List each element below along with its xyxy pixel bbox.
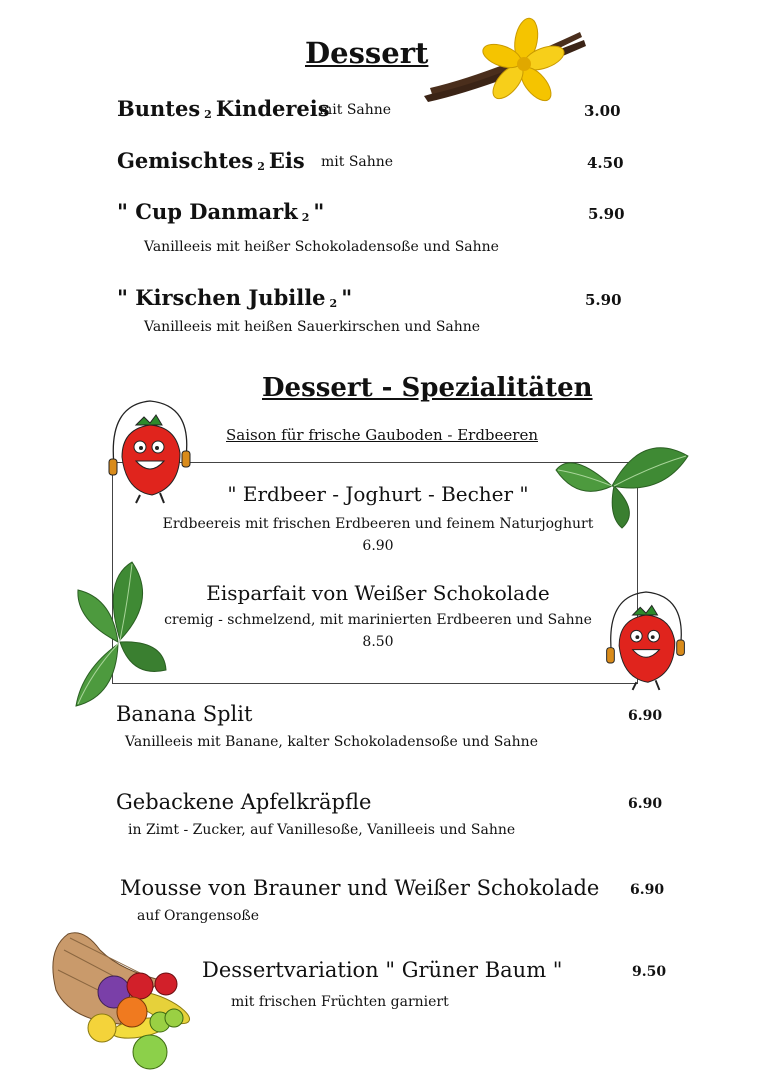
specialities-title: Dessert - Spezialitäten bbox=[262, 373, 593, 403]
item-name: Buntes 2 Kindereis bbox=[117, 96, 330, 121]
item-name: Gemischtes 2 Eis bbox=[117, 148, 305, 173]
basil-leaves-icon bbox=[72, 560, 168, 710]
item-price: 6.90 bbox=[630, 882, 665, 898]
item-name: Dessertvariation " Grüner Baum " bbox=[202, 958, 563, 982]
page-title: Dessert bbox=[305, 36, 429, 70]
menu-item-gemischtes-eis bbox=[117, 148, 637, 178]
item-description: Vanilleeis mit Banane, kalter Schokoladensoße und Sahne bbox=[125, 734, 538, 750]
item-name: " Erdbeer - Joghurt - Becher " bbox=[227, 482, 529, 506]
menu-item-banana-split bbox=[116, 702, 676, 762]
item-extra: mit Sahne bbox=[321, 154, 394, 170]
item-description: mit frischen Früchten garniert bbox=[231, 994, 449, 1010]
item-name: Eisparfait von Weißer Schokolade bbox=[206, 581, 550, 605]
item-name: " Cup Danmark 2 " bbox=[117, 199, 325, 224]
fruit-cornucopia-icon bbox=[40, 920, 205, 1070]
item-price: 6.90 bbox=[628, 708, 663, 724]
item-extra: mit Sahne bbox=[319, 102, 392, 118]
item-description: cremig - schmelzend, mit marinierten Erdbeeren und Sahne bbox=[164, 612, 592, 628]
item-description: in Zimt - Zucker, auf Vanillesoße, Vanilleeis und Sahne bbox=[128, 822, 516, 838]
item-name: " Kirschen Jubille 2 " bbox=[117, 285, 353, 310]
item-price: 6.90 bbox=[628, 796, 663, 812]
item-price: 8.50 bbox=[362, 634, 394, 650]
item-name: Gebackene Apfelkräpfle bbox=[116, 790, 372, 814]
menu-item-apfelkraepfle bbox=[116, 790, 676, 850]
strawberry-mascot-icon bbox=[100, 395, 200, 507]
menu-item-kirschen-jubille bbox=[117, 285, 637, 345]
special-item-eisparfait bbox=[130, 581, 626, 650]
item-description: auf Orangensoße bbox=[137, 908, 260, 924]
menu-item-buntes-kindereis bbox=[117, 96, 637, 126]
item-description: Vanilleeis mit heißen Sauerkirschen und Sahne bbox=[144, 319, 481, 335]
item-price: 5.90 bbox=[585, 291, 622, 309]
item-price: 6.90 bbox=[362, 538, 394, 554]
item-price: 5.90 bbox=[588, 205, 625, 223]
season-note: Saison für frische Gauboden - Erdbeeren bbox=[226, 426, 538, 444]
item-price: 4.50 bbox=[587, 154, 624, 172]
item-price: 3.00 bbox=[584, 102, 621, 120]
menu-item-cup-danmark bbox=[117, 199, 637, 259]
item-name: Banana Split bbox=[116, 702, 253, 726]
item-name: Mousse von Brauner und Weißer Schokolade bbox=[120, 876, 600, 900]
item-price: 9.50 bbox=[632, 964, 667, 980]
basil-leaves-icon bbox=[552, 426, 692, 530]
item-description: Vanilleeis mit heißer Schokoladensoße und Sahne bbox=[144, 239, 499, 255]
strawberry-mascot-icon bbox=[598, 586, 694, 694]
menu-item-dessertvariation bbox=[202, 958, 682, 1018]
item-description: Erdbeereis mit frischen Erdbeeren und feinem Naturjoghurt bbox=[162, 516, 594, 532]
